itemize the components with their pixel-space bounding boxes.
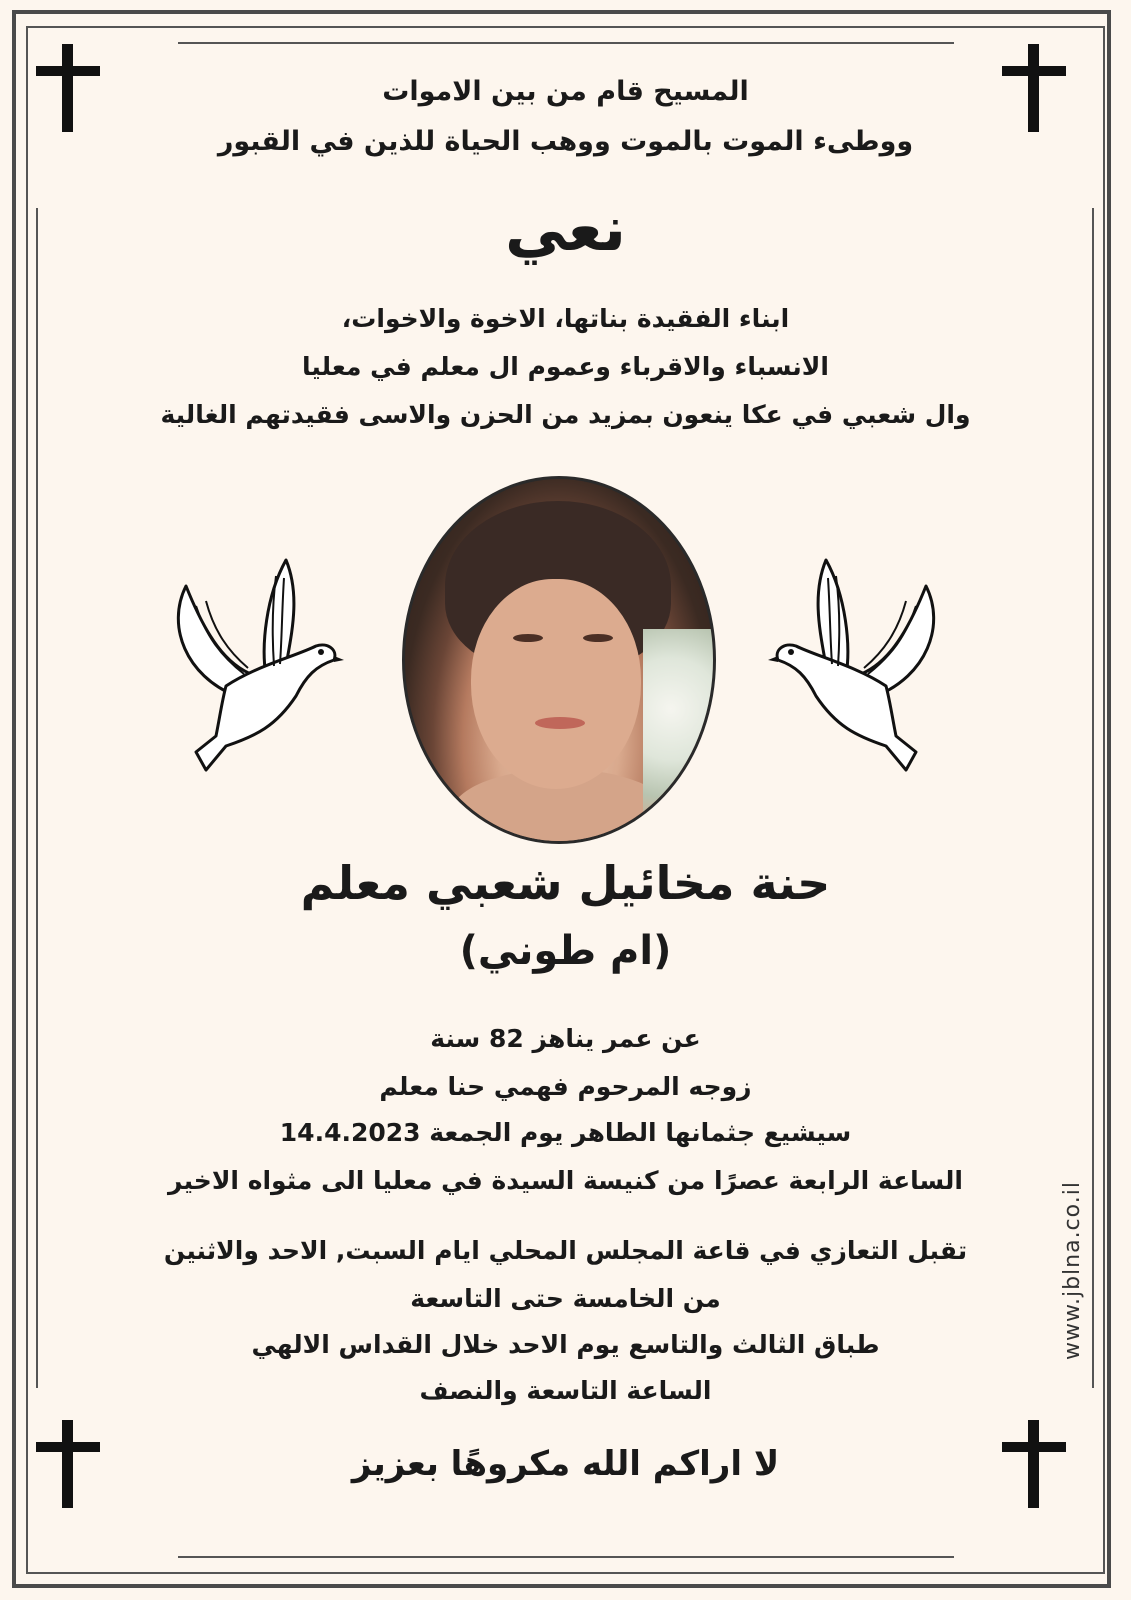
intro-line-1: المسيح قام من بين الاموات: [382, 76, 749, 107]
mourners-line-1: ابناء الفقيدة بناتها، الاخوة والاخوات،: [341, 304, 790, 333]
age-line: عن عمر يناهز 82 سنة: [430, 1024, 701, 1053]
mourners-line-2: الانسباء والاقرباء وعموم ال معلم في معليا: [302, 352, 829, 381]
bottom-ornament-line: [178, 1556, 954, 1558]
notice-title: نعي: [504, 192, 626, 265]
funeral-line-1: سيشيع جثمانها الطاهر يوم الجمعة 14.4.2023: [279, 1118, 852, 1147]
condolences-line-2: من الخامسة حتى التاسعة: [410, 1284, 721, 1313]
spouse-line: زوجه المرحوم فهمي حنا معلم: [379, 1072, 752, 1101]
mass-line-1: طباق الثالث والتاسع يوم الاحد خلال القداس الالهي: [251, 1330, 880, 1359]
website-watermark: www.jblna.co.il: [1060, 1181, 1085, 1360]
deceased-portrait: [402, 476, 716, 844]
deceased-name: حنة مخائيل شعبي معلم: [300, 856, 831, 910]
right-ornament-line: [1092, 208, 1094, 1388]
mass-line-2: الساعة التاسعة والنصف: [419, 1376, 712, 1405]
deceased-nickname: (ام طوني): [459, 928, 672, 974]
dove-icon-right: [766, 556, 946, 796]
intro-line-2: ووطىء الموت بالموت ووهب الحياة للذين في القبور: [217, 126, 914, 157]
closing-line: لا اراكم الله مكروهًا بعزيز: [351, 1444, 780, 1484]
funeral-line-2: الساعة الرابعة عصرًا من كنيسة السيدة في معليا الى مثواه الاخير: [168, 1166, 963, 1195]
left-ornament-line: [36, 208, 38, 1388]
top-ornament-line: [178, 42, 954, 44]
dove-icon-left: [166, 556, 346, 796]
mourners-line-3: وال شعبي في عكا ينعون بمزيد من الحزن والاسى فقيدتهم الغالية: [160, 400, 971, 429]
condolences-line-1: تقبل التعازي في قاعة المجلس المحلي ايام السبت, الاحد والاثنين: [163, 1236, 968, 1265]
